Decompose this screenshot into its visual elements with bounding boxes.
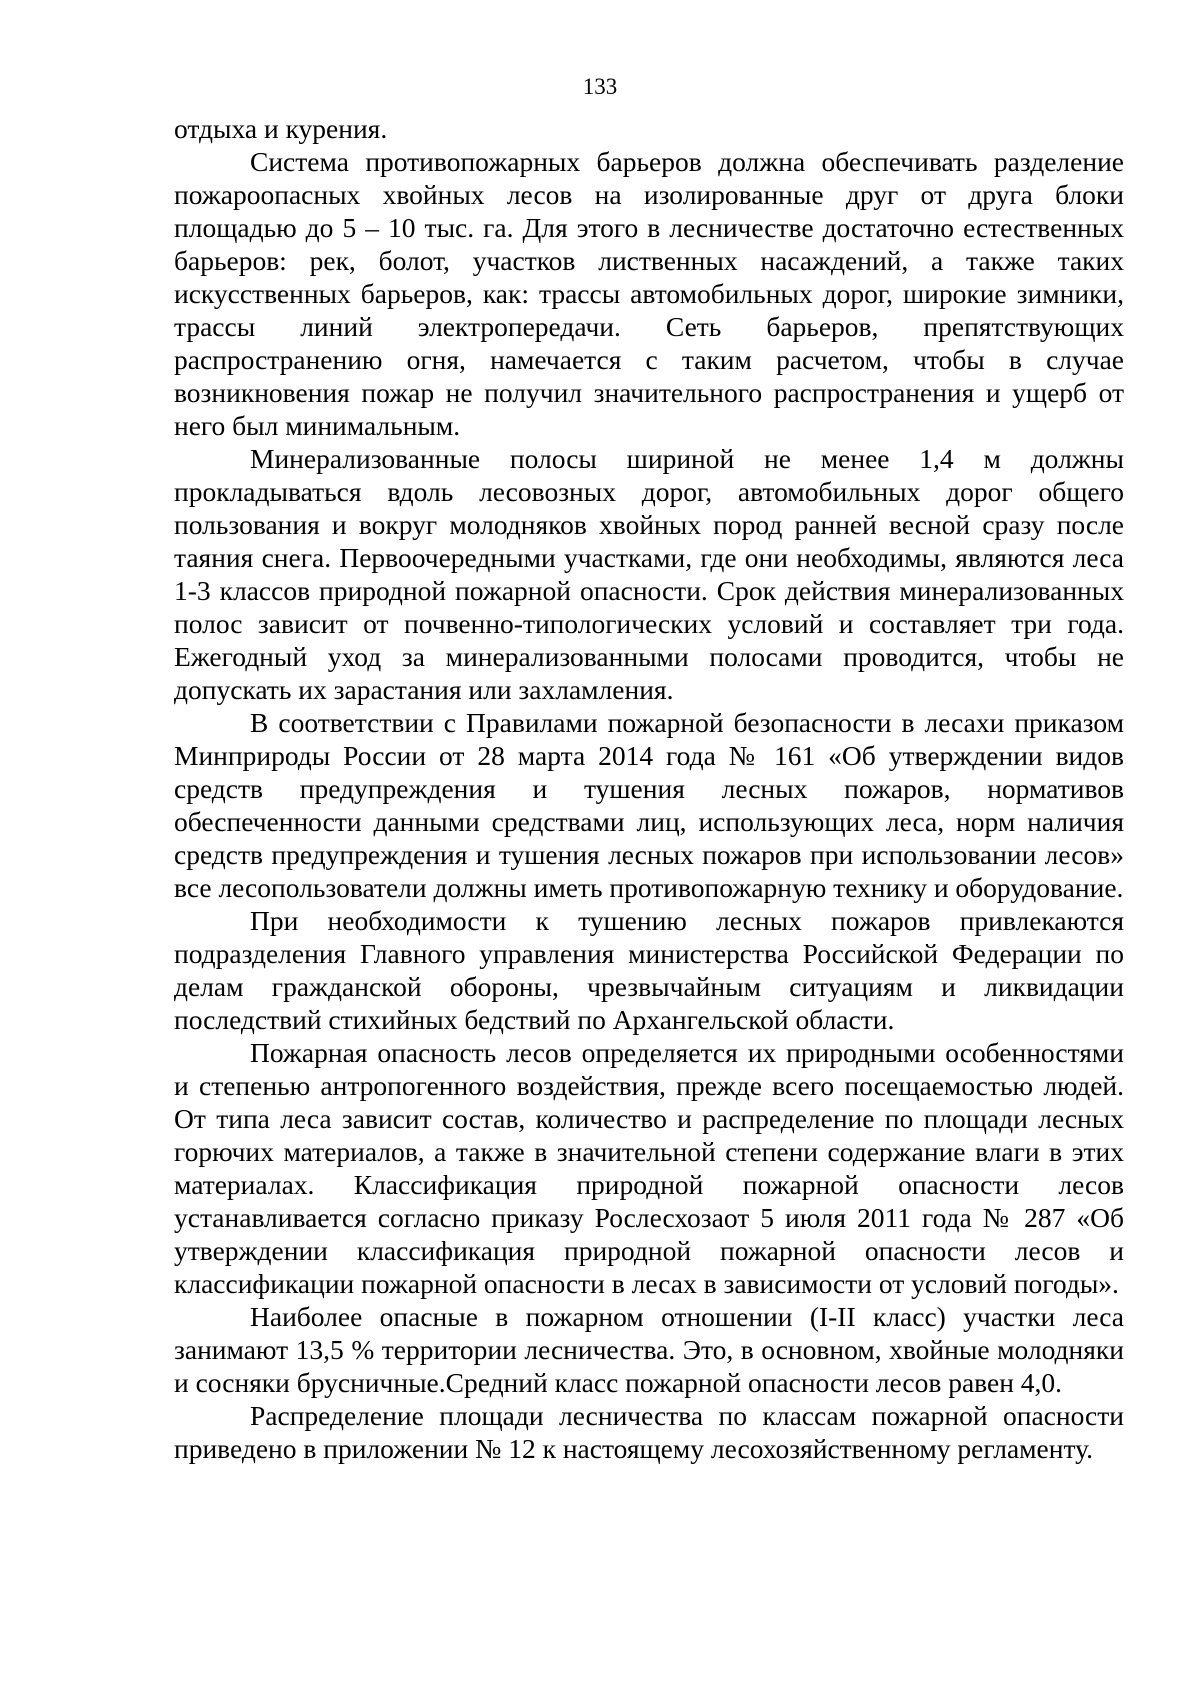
paragraph-hazard-share: Наиболее опасные в пожарном отношении (I-II класс) участки леса занимают 13,5 % территории лесничества. Это, в основном, хвойные молодняки и сосняки брусничные.Средний класс пожарной опасности лесов равен 4,0. — [174, 1301, 1124, 1398]
paragraph-emergency-units: При необходимости к тушению лесных пожаров привлекаются подразделения Главного управления министерства Российской Федерации по делам гражданской обороны, чрезвычайным ситуациям и ликвидации последствий стихийных бедствий по Архангельской области. — [174, 905, 1124, 1035]
page-number: 133 — [582, 74, 618, 99]
paragraph-fire-barriers: Система противопожарных барьеров должна обеспечивать разделение пожароопасных хвойных лесов на изолированные друг от друга блоки площадью до 5 – 10 тыс. га. Для этого в лесничестве достаточно естественных барьеров: рек, болот, участков лиственных насаждений, а также таких искусственных барьеров, как: трассы автомобильных дорог, широкие зимники, трассы линий электропередачи. Сеть барьеров, препятствующих распространению огня, намечается с таким расчетом, чтобы в случае возникновения пожар не получил значительного распространения и ущерб от него был минимальным. — [174, 146, 1124, 441]
paragraph-continuation: отдыха и курения. — [174, 113, 388, 144]
document-body — [174, 112, 1124, 1465]
paragraph-appendix-reference: Распределение площади лесничества по классам пожарной опасности приведено в приложении № 12 к настоящему лесохозяйственному регламенту. — [174, 1400, 1124, 1464]
paragraph-mineralized-strips: Минерализованные полосы шириной не менее 1,4 м должны прокладываться вдоль лесовозных дорог, автомобильных дорог общего пользования и вокруг молодняков хвойных пород ранней весной сразу после таяния снега. Первоочередными участками, где они необходимы, являются леса 1-3 классов природной пожарной опасности. Срок действия минерализованных полос зависит от почвенно-типологических условий и составляет три года. Ежегодный уход за минерализованными полосами проводится, чтобы не допускать их зарастания или захламления. — [174, 443, 1124, 705]
paragraph-fire-danger-classification: Пожарная опасность лесов определяется их природными особенностями и степенью антропогенного воздействия, прежде всего посещаемостью людей. От типа леса зависит состав, количество и распределение по площади лесных горючих материалов, а также в значительной степени содержание влаги в этих материалах. Классификация природной пожарной опасности лесов устанавливается согласно приказу Рослесхозаот 5 июля 2011 года № 287 «Об утверждении классификация природной пожарной опасности лесов и классификации пожарной опасности в лесах в зависимости от условий погоды». — [174, 1037, 1124, 1299]
paragraph-fire-safety-rules: В соответствии с Правилами пожарной безопасности в лесахи приказом Минприроды России от 28 марта 2014 года № 161 «Об утверждении видов средств предупреждения и тушения лесных пожаров, нормативов обеспеченности данными средствами лиц, использующих леса, норм наличия средств предупреждения и тушения лесных пожаров при использовании лесов» все лесопользователи должны иметь противопожарную технику и оборудование. — [174, 707, 1124, 903]
